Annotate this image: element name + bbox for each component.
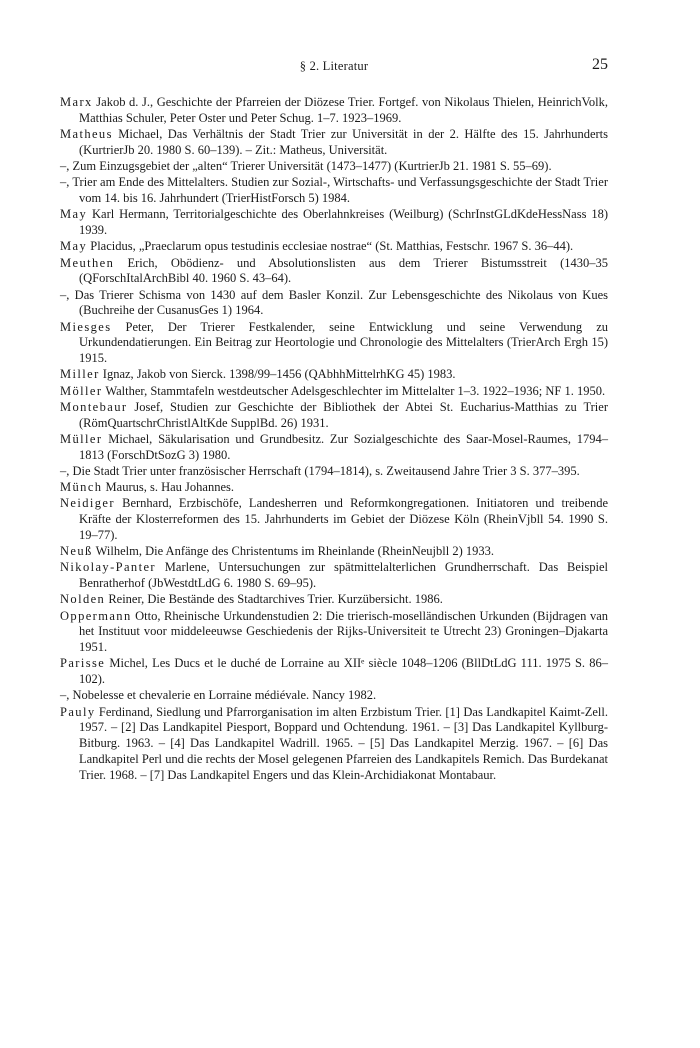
entry-author: May (60, 239, 88, 254)
entry-text: Michael, Das Verhältnis der Stadt Trier zur Universität in der 2. Hälfte des 15. Jahrhunderts (KurtrierJb 20. 1980 S. 60–139). – Zit.: Matheus, Universität. (79, 127, 608, 157)
entry-text: Wilhelm, Die Anfänge des Christentums im Rheinlande (RheinNeujbll 2) 1933. (92, 544, 494, 559)
bibliography-entry (60, 432, 608, 463)
entry-author: Pauly (60, 704, 96, 719)
entry-text: –, Zum Einzugsgebiet der „alten“ Trierer Universität (1473–1477) (KurtrierJb 21. 1981 S. 55–69). (60, 159, 552, 173)
bibliography-entry (60, 127, 608, 158)
bibliography-entry (60, 256, 608, 287)
entry-text: Placidus, „Praeclarum opus testudinis ecclesiae nostrae“ (St. Matthias, Festschr. 1967 S. 36–44). (87, 239, 574, 254)
entry-author: Meuthen (60, 255, 115, 270)
entry-text: Jakob d. J., Geschichte der Pfarreien der Diözese Trier. Fortgef. von Nikolaus Thielen, HeinrichVolk, Matthias Schuler, Peter Oster und Peter Schug. 1–7. 1923–1969. (79, 95, 608, 125)
entry-text: –, Die Stadt Trier unter französischer Herrschaft (1794–1814), s. Zweitausend Jahre Trier 3 S. 377–395. (60, 463, 580, 478)
bibliography-entry (60, 544, 608, 560)
running-title: § 2. Literatur (299, 59, 369, 73)
bibliography-entry (60, 656, 608, 687)
bibliography-entry (60, 400, 608, 431)
bibliography-entry (60, 367, 608, 383)
page-header (60, 56, 608, 76)
entry-text: Reiner, Die Bestände des Stadtarchives Trier. Kurzübersicht. 1986. (105, 592, 443, 607)
page-number: 25 (592, 56, 608, 73)
entry-author: Münch (60, 480, 103, 495)
entry-text: Josef, Studien zur Geschichte der Bibliothek der Abtei St. Eucharius-Matthias zu Trier (RömQuartschrChristlAltKde SupplBd. 26) 1931. (79, 399, 608, 430)
bibliography-entry (60, 705, 608, 784)
entry-author: Miesges (60, 319, 112, 334)
entry-text: Erich, Obödienz- und Absolutionslisten aus dem Trierer Bistumsstreit (1430–35 (QForschItalArchBibl 40. 1960 S. 43–64). (79, 255, 608, 286)
bibliography-entry (60, 288, 608, 319)
bibliography-entry (60, 384, 608, 400)
entry-text: Karl Hermann, Territorialgeschichte des Oberlahnkreises (Weilburg) (SchrInstGLdKdeHessNass 18) 1939. (79, 207, 608, 237)
bibliography-entry (60, 95, 608, 126)
entry-author: Oppermann (60, 608, 132, 623)
entry-text: –, Trier am Ende des Mittelalters. Studien zur Sozial-, Wirtschafts- und Verfassungsgeschichte der Stadt Trier vom 14. bis 16. Jahrhundert (TrierHistForsch 5) 1984. (60, 175, 608, 205)
entry-text: Walther, Stammtafeln westdeutscher Adelsgeschlechter im Mittelalter 1–3. 1922–1936; NF 1. 1950. (102, 383, 606, 398)
bibliography-entry (60, 464, 608, 480)
entry-author: Parisse (60, 656, 106, 671)
bibliography-entry (60, 609, 608, 656)
entry-author: Montebaur (60, 399, 128, 414)
bibliography-entry (60, 592, 608, 608)
entry-author: Miller (60, 367, 100, 382)
entry-author: Neidiger (60, 496, 115, 511)
bibliography-entry (60, 480, 608, 496)
entry-author: Matheus (60, 127, 113, 141)
entry-text: –, Nobelesse et chevalerie en Lorraine médiévale. Nancy 1982. (60, 688, 377, 703)
entry-author: Marx (60, 95, 93, 109)
entry-text: –, Das Trierer Schisma von 1430 auf dem Basler Konzil. Zur Lebensgeschichte des Nikolaus von Kues (Buchreihe der CusanusGes 1) 1964. (60, 287, 608, 318)
entry-text: Michel, Les Ducs et le duché de Lorraine au XIIᵉ siècle 1048–1206 (BllDtLdG 111. 1975 S. 86–102). (79, 656, 608, 687)
bibliography-entry (60, 560, 608, 591)
bibliography-entry (60, 207, 608, 238)
entry-text: Marlene, Untersuchungen zur spätmittelalterlichen Grundherrschaft. Das Beispiel Benratherhof (JbWestdtLdG 6. 1980 S. 69–95). (79, 560, 608, 591)
entry-text: Ferdinand, Siedlung und Pfarrorganisation im alten Erzbistum Trier. [1] Das Landkapitel Kaimt-Zell. 1957. – [2] Das Landkapitel Piesport, Boppard und Ochtendung. 1961. – [3] Das Landkapitel Kyllburg-Bitburg. 1963. – [4] Das Landkapitel Wadrill. 1965. – [5] Das Landkapitel Merzig. 1967. – [6] Das Landkapitel Perl und die rechts der Mosel gelegenen Pfarreien des Landkapitels Remich. Das Burdekanat Trier. 1968. – [7] Das Landkapitel Engers und das Klein-Archidiakonat Montabaur. (79, 704, 608, 782)
entry-text: Peter, Der Trierer Festkalender, seine Entwicklung und seine Verwendung zu Urkundendatierungen. Ein Beitrag zur Heortologie und Chronologie des Mittelalters (TrierArch Ergh 15) 1915. (79, 319, 608, 365)
bibliography-entry (60, 159, 608, 175)
bibliography-entry (60, 320, 608, 367)
entry-author: Müller (60, 431, 103, 446)
entry-author: Möller (60, 383, 103, 398)
entry-author: Nolden (60, 592, 106, 607)
entry-text: Ignaz, Jakob von Sierck. 1398/99–1456 (QAbhhMittelrhKG 45) 1983. (99, 367, 456, 382)
bibliography-entry (60, 239, 608, 255)
entry-text: Maurus, s. Hau Johannes. (102, 480, 235, 495)
bibliography-entry (60, 175, 608, 206)
entry-author: May (60, 207, 88, 222)
entry-text: Michael, Säkularisation und Grundbesitz. Zur Sozialgeschichte des Saar-Mosel-Raumes, 1794–1813 (ForschDtSozG 3) 1980. (79, 431, 608, 462)
bibliography-entry (60, 688, 608, 704)
bibliography-entry (60, 496, 608, 543)
entry-text: Bernhard, Erzbischöfe, Landesherren und Reformkongregationen. Initiatoren und treibende Kräfte der Klosterreformen des 15. Jahrhunderts im Gebiet der Diözese Köln (RheinVjbll 54. 1990 S. 19–77). (79, 496, 608, 542)
entry-author: Neuß (60, 544, 93, 559)
entry-author: Nikolay-Panter (60, 560, 156, 575)
bibliography-list (60, 95, 608, 784)
entry-text: Otto, Rheinische Urkundenstudien 2: Die trierisch-moselländischen Urkunden (Bijdragen van het Instituut voor middeleeuwse Geschiedenis der Rijks-Universiteit te Utrecht 23) Groningen–Djakarta 1951. (79, 608, 608, 655)
